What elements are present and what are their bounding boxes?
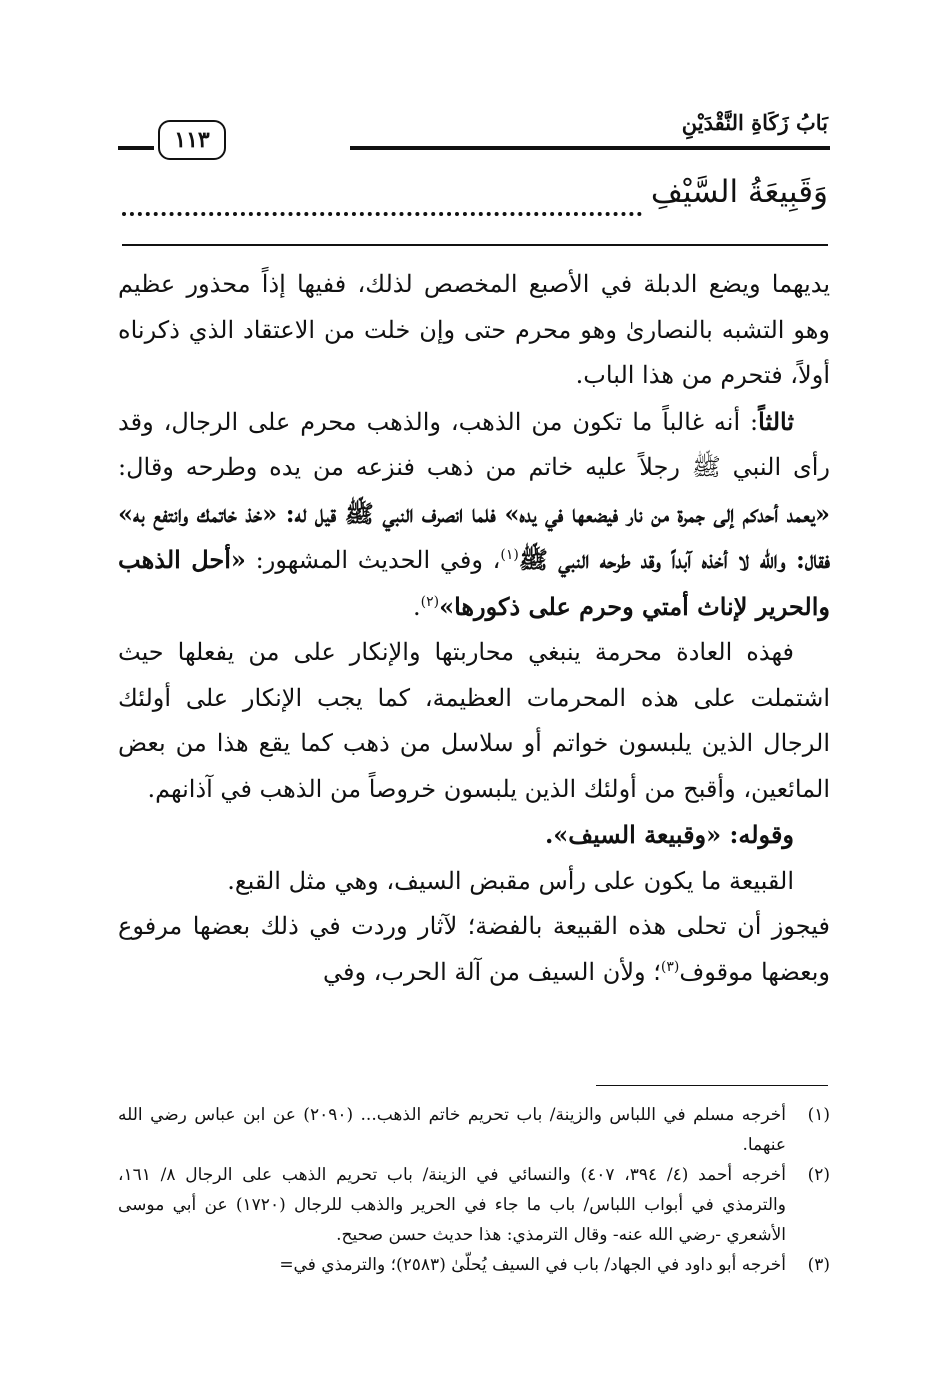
- page-number: ١١٣: [158, 120, 226, 160]
- header-double-rule-short: [118, 146, 154, 150]
- page-header: [118, 108, 830, 168]
- hadith-quote: «يعمد أحدكم إلى جمرة من نار فيضعها في يده» فلما انصرف النبي ﷺ قيل له: «خذ خاتمك وانتفع به» فقال: والله لا أخذه آبداً وقد طرحه النبي ﷺ: [118, 498, 830, 574]
- paragraph: يديهما ويضع الدبلة في الأصبع المخصص لذلك، ففيها إذاً محذور عظيم وهو التشبه بالنصارىٰ وهو محرم حتى وإن خلت من الاعتقاد الذي ذكرناه أولاً، فتحرم من هذا الباب.: [118, 270, 830, 389]
- chapter-title: بَابُ زَكَاةِ النَّقْدَيْنِ: [681, 110, 828, 135]
- section-title: وَقَبِيعَةُ السَّيْفِ: [650, 174, 828, 210]
- footnote-ref: (١): [500, 547, 519, 563]
- footnote-ref: (٢): [420, 593, 440, 610]
- footnote-text: أخرجه أحمد (٤/ ٣٩٤، ٤٠٧) والنسائي في الزينة/ باب تحريم الذهب على الرجال ٨/ ١٦١، والترمذي في أبواب اللباس/ باب ما جاء في الحرير والذهب للرجال (١٧٢٠) عن أبي موسى الأشعري -رضي الله عنه- وقال الترمذي: هذا حديث حسن صحيح.: [118, 1165, 786, 1245]
- paragraph: القبيعة ما يكون على رأس مقبض السيف، وهي مثل القبع.: [227, 866, 794, 895]
- text-run: ، وفي الحديث المشهور:: [245, 546, 501, 574]
- footnote-text: أخرجه أبو داود في الجهاد/ باب في السيف يُحلّىٰ (٢٥٨٣)؛ والترمذي في=: [279, 1255, 786, 1275]
- footnote-text: أخرجه مسلم في اللباس والزينة/ باب تحريم خاتم الذهب... (٢٠٩٠) عن ابن عباس رضي الله عنهما.: [118, 1105, 786, 1155]
- footnote-number: (١): [807, 1105, 830, 1125]
- paragraph: [118, 812, 830, 859]
- section-dotted-leader: [122, 208, 642, 216]
- footnotes: [118, 1100, 830, 1280]
- text-run: ؛ ولأن السيف من آلة الحرب، وفي: [322, 957, 661, 986]
- header-double-rule: [350, 146, 830, 150]
- footnote-separator: [596, 1085, 828, 1086]
- paragraph: [118, 904, 830, 995]
- bold-lead: ثالثاً: [758, 406, 794, 436]
- matn-quote: : «وقبيعة السيف».: [544, 820, 739, 849]
- footnote: [118, 1160, 830, 1250]
- footnote: [118, 1250, 830, 1280]
- footnote-number: (٣): [807, 1255, 830, 1275]
- footnote-number: (٢): [807, 1165, 830, 1185]
- text-run: : أنه غالباً ما تكون من الذهب، والذهب محرم على الرجال، وقد رأى النبي ﷺ رجلاً عليه خاتم من ذهب فنزعه من يده وطرحه وقال:: [118, 407, 830, 481]
- text-run: فيجوز أن تحلى هذه القبيعة بالفضة؛ لآثار وردت في ذلك بعضها مرفوع وبعضها موقوف: [118, 912, 830, 986]
- paragraph: فهذه العادة محرمة ينبغي محاربتها والإنكار على من يفعلها حيث اشتملت على هذه المحرمات العظيمة، كما يجب الإنكار على أولئك الرجال الذين يلبسون خواتم أو سلاسل من ذهب كما يقع هذا من بعض المائعين، وأقبح من أولئك الذين يلبسون خروصاً من الذهب في آذانهم.: [118, 638, 830, 803]
- hadith-quote: «أحل الذهب والحرير لإناث أمتي وحرم على ذكورها»: [118, 545, 830, 621]
- bold-lead: وقوله: [738, 820, 794, 849]
- footnote: [118, 1100, 830, 1160]
- footnote-ref: (٣): [660, 958, 680, 975]
- section-divider: [122, 244, 828, 246]
- paragraph: [118, 399, 830, 631]
- main-text: [118, 262, 830, 995]
- text-run: .: [412, 592, 421, 621]
